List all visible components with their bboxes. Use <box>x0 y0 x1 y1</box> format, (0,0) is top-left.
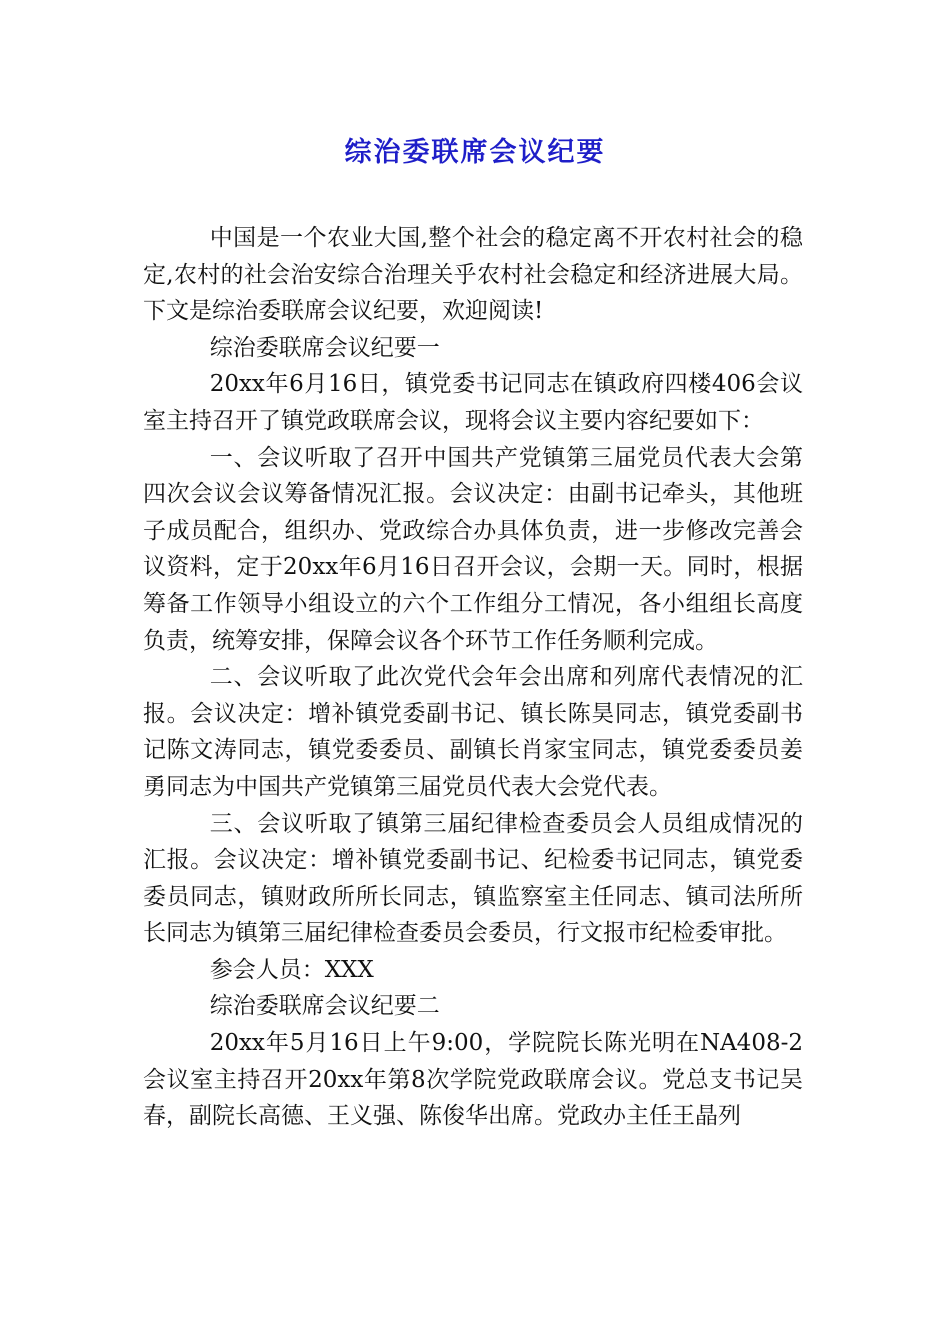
document-title: 综治委联席会议纪要 <box>344 137 606 168</box>
paragraph-attendees: 参会人员：XXX <box>209 956 374 983</box>
section-heading-one: 综治委联席会议纪要一 <box>209 334 440 361</box>
paragraph-item-three: 三、会议听取了镇第三届纪律检查委员会人员组成情况的汇报。会议决定：增补镇党委副书记、纪检委书记同志，镇党委委员同志，镇财政所所长同志，镇监察室主任同志、镇司法所所长同志为镇第三届纪律检查委员会委员，行文报市纪检委审批。 <box>143 810 803 947</box>
paragraph-item-one: 一、会议听取了召开中国共产党镇第三届党员代表大会第四次会议会议筹备情况汇报。会议决定：由副书记牵头，其他班子成员配合，组织办、党政综合办具体负责，进一步修改完善会议资料，定于20xx年6月16日召开会议，会期一天。同时，根据筹备工作领导小组设立的六个工作组分工情况，各小组组长高度负责，统筹安排，保障会议各个环节工作任务顺利完成。 <box>143 444 803 654</box>
section-heading-two: 综治委联席会议纪要二 <box>209 993 440 1020</box>
paragraph-item-two: 二、会议听取了此次党代会年会出席和列席代表情况的汇报。会议决定：增补镇党委副书记、镇长陈昊同志，镇党委副书记陈文涛同志，镇党委委员、副镇长肖家宝同志，镇党委委员姜勇同志为中国共产党镇第三届党员代表大会党代表。 <box>143 664 803 800</box>
paragraph-meeting-one: 20xx年6月16日，镇党委书记同志在镇政府四楼406会议室主持召开了镇党政联席会议，现将会议主要内容纪要如下： <box>143 371 803 434</box>
document-body <box>143 220 803 1135</box>
paragraph-intro: 中国是一个农业大国,整个社会的稳定离不开农村社会的稳定,农村的社会治安综合治理关乎农村社会稳定和经济进展大局。下文是综治委联席会议纪要，欢迎阅读! <box>143 225 803 325</box>
paragraph-meeting-two: 20xx年5月16日上午9:00，学院院长陈光明在NA408-2会议室主持召开20xx年第8次学院党政联席会议。党总支书记吴春，副院长高德、王义强、陈俊华出席。党政办主任王晶列 <box>143 1030 803 1130</box>
